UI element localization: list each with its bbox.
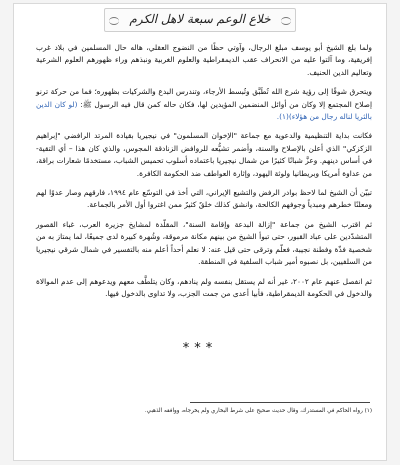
paragraph-3: فكانت بداية التنظيمية والدعوية مع جماعة "الإخوان المسلمون" في نيجيريا بقيادة المرتد الرافضي "إبراهيم الزكزكي" الذي أعلن بالإصلاح والسنة، وأضمر تشيُّعه للروافض الزنادقة المجوس، والذي كان هذا – أي التقية- في أساس دينهم. وعزَّ شبانًا كثيرًا من شمال نيجيريا باعتماده أسلوب تحميس الشباب، مستخدمًا شعارات براقة، من عداوة أمريكا وبريطانيا ولوثة اليهود، وإثارة العواطف ضد الحكومة الكافرة. <box>36 131 372 178</box>
flourish-right-icon <box>281 17 291 25</box>
paragraph-2-text: ويتحرق شوقًا إلى رؤية شرع الله تُطَبَّق وتُبسط الأرجاء، وتندرس البدع والشركيات بظهوره؛ فما من حركة ترنو إصلاح المجتمع إلا وكان من أوائل المنضمين المؤيدين لها، فكان حاله كمن قال فيه الرسول ﷺ: <box>36 87 373 109</box>
banner-title: خلاع الوعم سبعة لاهل الكرم <box>129 12 271 26</box>
paragraph-6: ثم انفصل عنهم عام ٢٠٠٢، غير أنه لم يستقل بنفسه ولم ينادهم، وكان يتلطَّف معهم ويدعوهم إلى عدم الموالاة والدخول في الحكومة الديمقراطية، فأبيا أعدى من جمت الجزب، ولا تداوى بالدخول فيها. <box>36 276 372 298</box>
paragraph-5: ثم اقترب الشيخ من جماعة "إزالة البدعة وإقامة السنة"، المقلّدة لمشايخ جزيرة العرب، غباء القصور المتشدّدين على عباد القبور، حتى تبوأ الشيخ من بينهم مكانة مرموقة، وشُهرة كبيرة لدى جميعًا، لما يمتاز به من شخصية فذّة وفطنة نجيبة، فعلّم وترقى حتى قيل عنه: لا نعلم أحداً أعلم منه بالتفسير في شمال شرقي نيجيريا من السلفيين، بل نصبوه أمير شباب السلفية في المنطقة. <box>36 219 372 267</box>
hadith-quote-link[interactable]: (لو كان الدين بالثريا لناله رجال من هؤلاء)(١). <box>36 99 372 122</box>
paragraph-1: ولما بلغ الشيخ أبو يوسف مبلغ الرجال، وآوتي حظًا من النضوج العقلي، هاله حال المسلمين في بلاد غرب إفريقية، وما آلتوا عليه من الانحراف عقب الديمقراطية والعلوم الغربية ونبذهم وراء ظهورهم العلوم الشرعية وتعاليم الدين الحنيف. <box>36 43 372 77</box>
document-body <box>36 42 372 307</box>
footnote: (١) رواه الحاكم في المستدرك، وقال حديث صحيح على شرط البخاري ولم يخرجاه، ووافقه الذهبي. <box>144 408 372 414</box>
document-page <box>14 4 386 460</box>
footnote-divider <box>190 402 370 403</box>
paragraph-4: تبيّن أن الشيخ لما لاحظ بوادر الرفض والتشيع الإيراني، التي أخذ في التوسّع عام ١٩٩٤، فارقهم وصار عدوًا لهم ومعلنًا خطرهم ومبدياً وجوفهم الكالحة، وانشق كذلك خلقٌ كثيرٌ ممن اغتروا أول الأمر بالجماعة. <box>36 188 372 210</box>
section-separator: *** <box>182 341 218 356</box>
chapter-banner <box>104 8 296 32</box>
paragraph-2 <box>36 86 372 123</box>
